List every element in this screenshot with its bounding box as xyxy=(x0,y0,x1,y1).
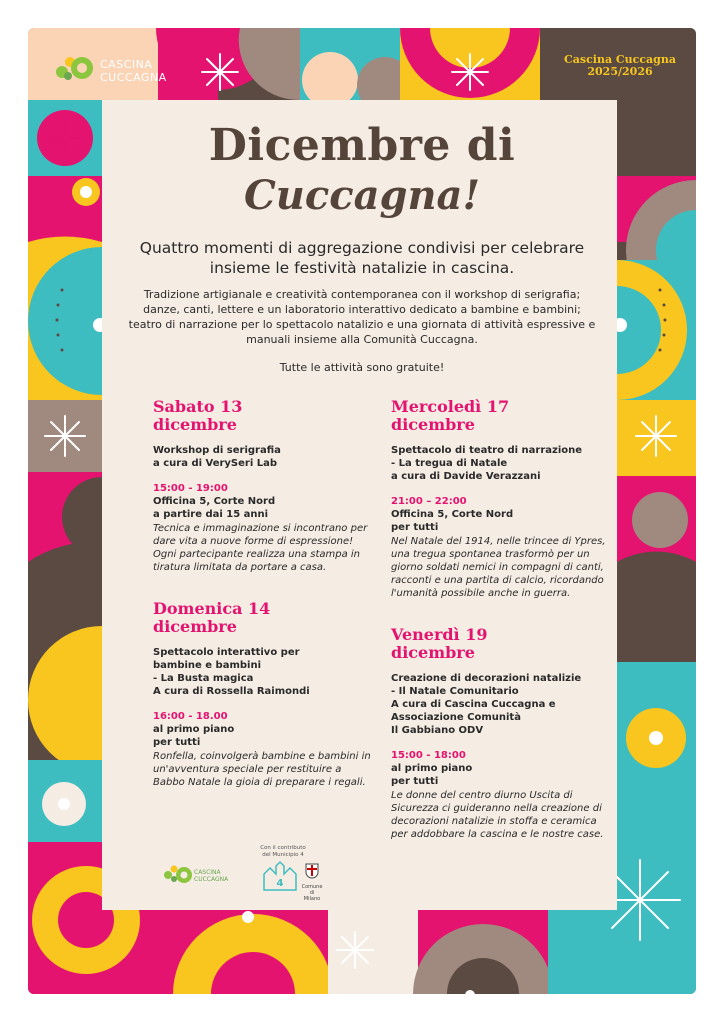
contribution-note: Con il contributo del Municipio 4 xyxy=(260,845,306,858)
event-place: Officina 5, Corte Nord a partire dai 15 anni xyxy=(153,496,276,520)
description-paragraph: Tradizione artigianale e creatività contemporanea con il workshop di serigrafia; danze, canti, lettere e un laboratorio interattivo dedicato a bambine e bambini; teatro di narrazione per lo spettacolo natalizio e una giornata di attività espressive e manuali insieme alla Comunità Cuccagna. xyxy=(128,288,596,346)
event-title: Creazione di decorazioni natalizie - Il Natale Comunitario A cura di Cascina Cuccagna e Associazione Comunità Il Gabbiano ODV xyxy=(391,673,582,736)
logo-line-2: CUCCAGNA xyxy=(100,71,167,84)
event-description: Nel Natale del 1914, nelle trincee di Ypres, una tregua spontanea trasformò per un giorno soldati nemici in compagni di canti, racconti e una partita di calcio, ricordando l'umanità possibile anche in guerra. xyxy=(391,536,606,599)
event-sabato xyxy=(153,398,373,574)
event-title: Workshop di serigrafia a cura di VerySeri Lab xyxy=(153,445,281,469)
event-time: 15:00 - 18:00 xyxy=(391,750,466,761)
footer-cuccagna-logo xyxy=(160,845,260,893)
event-date: Venerdì 19 dicembre xyxy=(391,625,488,662)
event-place: al primo piano per tutti xyxy=(391,763,473,787)
edition-year: 2025/2026 xyxy=(587,65,653,78)
event-date: Domenica 14 dicembre xyxy=(153,599,271,636)
coat-of-arms-icon xyxy=(304,862,320,880)
municipio-4-logo xyxy=(262,860,298,892)
comune-line-1: Comune di xyxy=(301,884,323,896)
event-time: 16:00 - 18.00 xyxy=(153,711,228,722)
free-note: Tutte le attività sono gratuite! xyxy=(279,361,445,374)
event-domenica xyxy=(153,600,373,789)
event-mercoledi xyxy=(391,398,611,600)
comune-milano-logo xyxy=(300,862,324,902)
lead-paragraph: Quattro momenti di aggregazione condivisi per celebrare insieme le festività natalizie in cascina. xyxy=(139,239,585,277)
event-description: Ronfella, coinvolgerà bambine e bambini in un'avventura speciale per restituire a Babbo Natale la gioia di preparare i regali. xyxy=(153,751,371,788)
event-date: Sabato 13 dicembre xyxy=(153,397,243,434)
title-line-1: Dicembre di xyxy=(208,120,516,171)
event-place: Officina 5, Corte Nord per tutti xyxy=(391,509,514,533)
event-description: Le donne del centro diurno Uscita di Sicurezza ci guideranno nella creazione di decorazioni natalizie in stoffa e ceramica per addobbare la cascina e le nostre case. xyxy=(391,790,604,840)
logo-line-1: CASCINA xyxy=(100,58,153,71)
edition-label xyxy=(564,54,676,78)
footer-logo-line-2: CUCCAGNA xyxy=(194,876,229,883)
event-place: al primo piano per tutti xyxy=(153,724,235,748)
event-venerdi xyxy=(391,626,611,841)
municipio-number: 4 xyxy=(276,878,284,889)
event-time: 21:00 – 22:00 xyxy=(391,496,467,507)
event-title: Spettacolo interattivo per bambine e bambini - La Busta magica A cura di Rossella Raimondi xyxy=(153,647,310,697)
event-time: 15:00 - 19:00 xyxy=(153,483,228,494)
comune-line-2: Milano xyxy=(303,896,321,902)
edition-name: Cascina Cuccagna xyxy=(564,53,676,66)
title-line-2: Cuccagna! xyxy=(243,172,481,219)
cascina-cuccagna-logo xyxy=(52,50,167,88)
event-date: Mercoledì 17 dicembre xyxy=(391,397,510,434)
event-title: Spettacolo di teatro di narrazione - La tregua di Natale a cura di Davide Verazzani xyxy=(391,445,583,482)
footer-logo-line-1: CASCINA xyxy=(194,869,221,876)
event-description: Tecnica e immaginazione si incontrano per dare vita a nuove forme di espressione! Ogni partecipante realizza una stampa in tiratura limitata da portare a casa. xyxy=(153,523,368,573)
